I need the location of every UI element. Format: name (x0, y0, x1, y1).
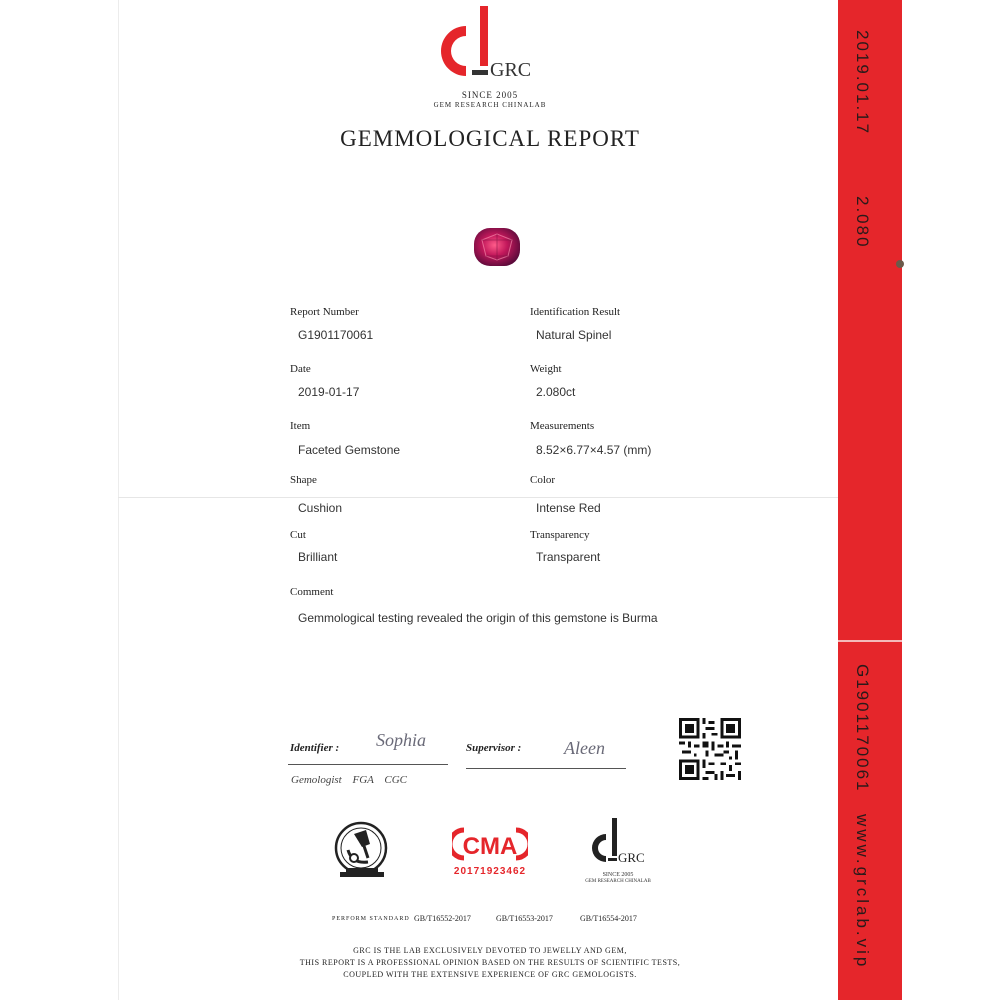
color-label: Color (530, 474, 556, 486)
logo-since: SINCE 2005 (461, 90, 519, 100)
standard-item: GB/T16552-2017 (414, 914, 471, 923)
standard-item: GB/T16554-2017 (580, 914, 637, 923)
qr-code-icon[interactable] (679, 718, 741, 780)
perform-standard-label: PERFORM STANDARD (332, 916, 410, 922)
footer-line-2: THIS REPORT IS A PROFESSIONAL OPINION BASED ON THE RESULTS OF SCIENTIFIC TESTS, (299, 958, 681, 967)
weight-value: 2.080ct (536, 385, 576, 399)
report-number-label: Report Number (290, 306, 359, 318)
microscope-seal-icon (332, 820, 392, 882)
report-title: GEMMOLOGICAL REPORT (340, 126, 640, 151)
fold-line (118, 497, 838, 498)
gemologist-credentials: Gemologist FGA CGC (291, 774, 408, 786)
cut-value: Brilliant (298, 550, 338, 564)
supervisor-label: Supervisor : (466, 742, 522, 754)
identification-result-value: Natural Spinel (536, 328, 612, 342)
comment-label: Comment (290, 586, 334, 598)
date-value: 2019-01-17 (298, 385, 360, 399)
cma-logo-text: CMA (462, 833, 518, 860)
grc-small-since: SINCE 2005 (602, 872, 634, 878)
supervisor-line (466, 768, 626, 769)
gemstone-image (472, 226, 522, 268)
side-band-weight: 2.080 (853, 196, 872, 249)
weight-label: Weight (530, 363, 562, 375)
shape-value: Cushion (298, 501, 343, 515)
grc-logo-text: GRC (490, 59, 532, 81)
footer-line-1: GRC IS THE LAB EXCLUSIVELY DEVOTED TO JEWELLY AND GEM, (353, 946, 627, 955)
transparency-label: Transparency (530, 529, 590, 541)
side-band-report-number: G1901170061 (853, 664, 872, 793)
identifier-line (288, 764, 448, 765)
report-number-value: G1901170061 (298, 328, 374, 342)
measurements-label: Measurements (530, 420, 595, 432)
identifier-label: Identifier : (290, 742, 340, 754)
logo-lab-name: GEM RESEARCH CHINALAB (433, 101, 547, 109)
cma-number: 20171923462 (453, 866, 527, 877)
side-band-url: www.grclab.vip (853, 814, 872, 970)
grc-small-logo-icon (588, 818, 648, 870)
color-value: Intense Red (536, 501, 601, 515)
paper-mark (896, 260, 904, 268)
footer-line-3: COUPLED WITH THE EXTENSIVE EXPERIENCE OF GRC GEMOLOGISTS. (343, 970, 637, 979)
side-band-divider (838, 640, 902, 642)
supervisor-signature: Aleen (564, 738, 605, 758)
shape-label: Shape (290, 474, 317, 486)
grc-small-lab-name: GEM RESEARCH CHINALAB (585, 879, 651, 884)
item-value: Faceted Gemstone (298, 443, 401, 457)
cma-certification-logo (452, 826, 528, 862)
grc-small-logo-text: GRC (618, 850, 645, 865)
identifier-signature: Sophia (376, 730, 427, 750)
identification-result-label: Identification Result (530, 306, 621, 318)
comment-value: Gemmological testing revealed the origin of this gemstone is Burma (298, 611, 658, 625)
date-label: Date (290, 363, 311, 375)
item-label: Item (290, 420, 311, 432)
transparency-value: Transparent (536, 550, 601, 564)
grc-logo-icon (428, 6, 558, 92)
measurements-value: 8.52×6.77×4.57 (mm) (536, 443, 652, 457)
cut-label: Cut (290, 529, 306, 541)
side-band-date: 2019.01.17 (853, 30, 872, 136)
standard-item: GB/T16553-2017 (496, 914, 553, 923)
